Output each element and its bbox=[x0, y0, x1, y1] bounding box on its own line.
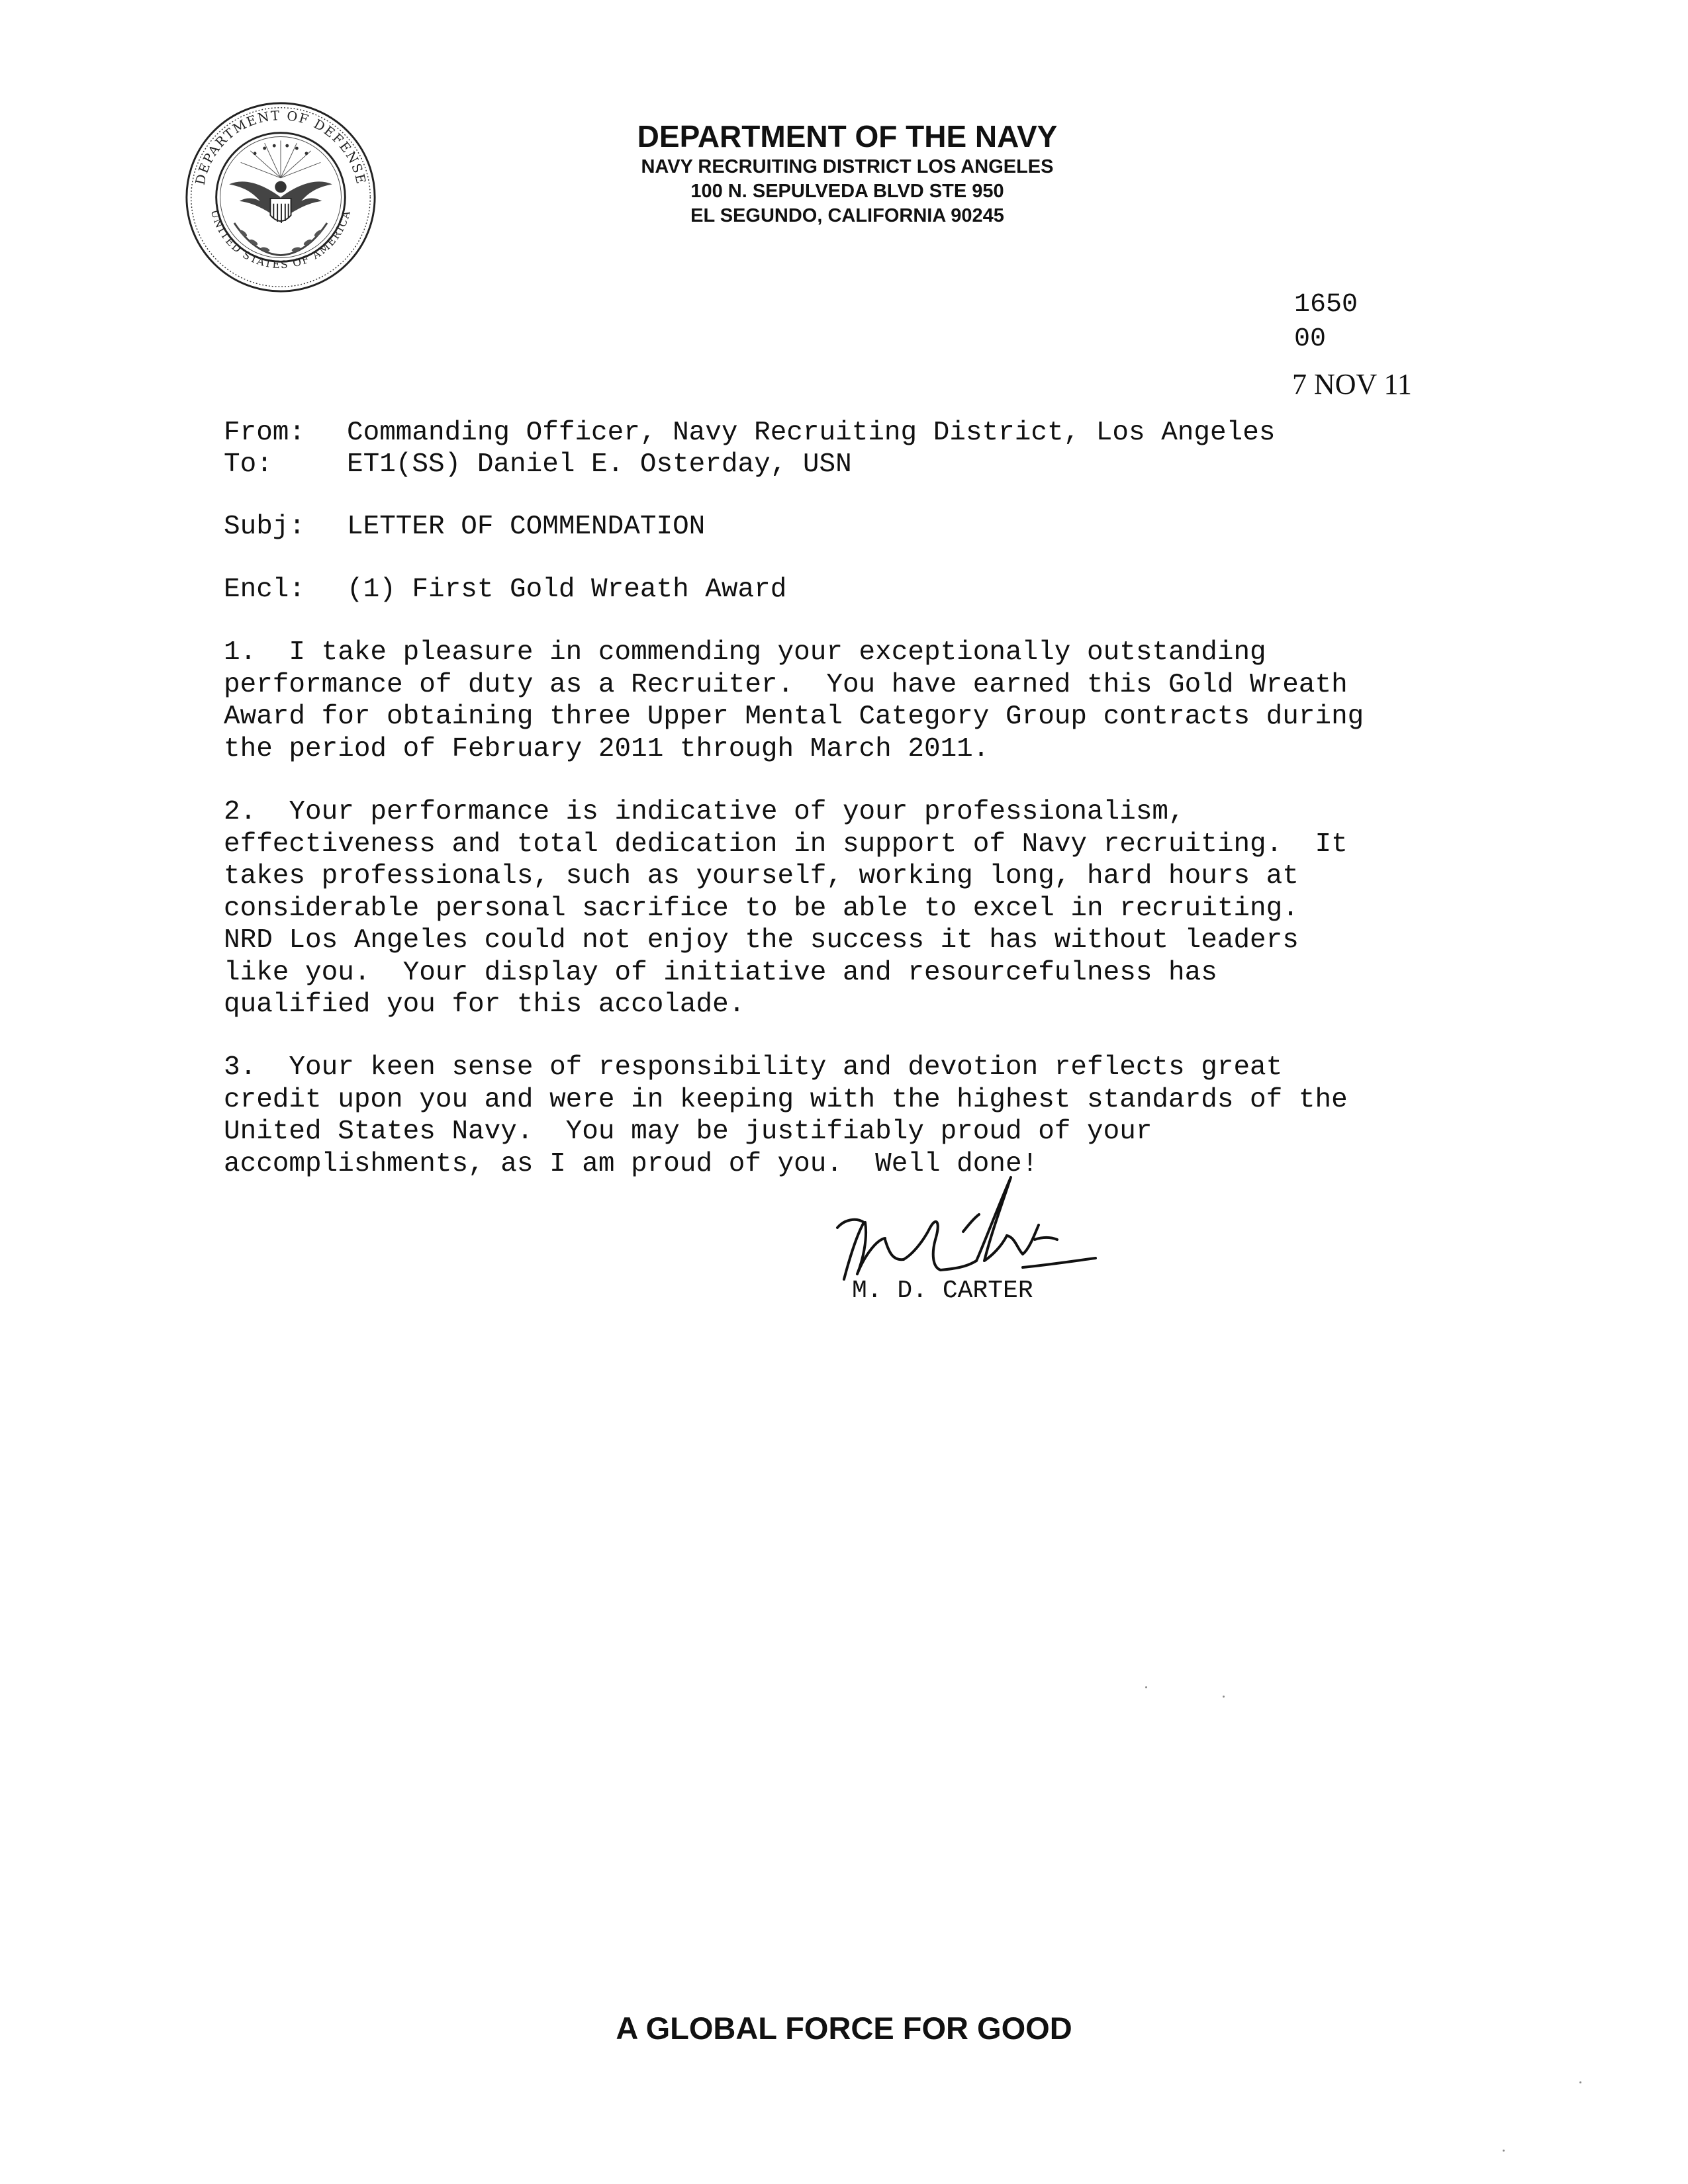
paragraph-line: 1. I take pleasure in commending your exceptionally outstanding bbox=[224, 637, 1266, 668]
letterhead-line: 100 N. SEPULVEDA BLVD STE 950 bbox=[690, 181, 1004, 202]
paragraph-line: credit upon you and were in keeping with the highest standards of the bbox=[224, 1084, 1348, 1115]
letterhead-title: DEPARTMENT OF THE NAVY bbox=[637, 119, 1058, 154]
letter-date: 7 NOV 11 bbox=[1292, 368, 1412, 400]
svg-text:UNITED STATES OF AMERICA: UNITED STATES OF AMERICA bbox=[208, 208, 353, 271]
scan-speck bbox=[1503, 2150, 1505, 2152]
paragraph-line: effectiveness and total dedication in support of Navy recruiting. It bbox=[224, 829, 1348, 860]
paragraph-line: like you. Your display of initiative and resourcefulness has bbox=[224, 957, 1217, 988]
enclosure-value: (1) First Gold Wreath Award bbox=[347, 574, 787, 605]
to-value: ET1(SS) Daniel E. Osterday, USN bbox=[347, 449, 852, 480]
paragraph-3 bbox=[224, 1052, 1481, 1180]
signature-name: M. D. CARTER bbox=[852, 1277, 1033, 1305]
subject-label: Subj: bbox=[224, 512, 306, 542]
handwritten-signature bbox=[824, 1161, 1102, 1294]
paragraph-line: Award for obtaining three Upper Mental Category Group contracts during bbox=[224, 702, 1364, 732]
footer-motto: A GLOBAL FORCE FOR GOOD bbox=[616, 2011, 1072, 2046]
paragraph-line: 3. Your keen sense of responsibility and devotion reflects great bbox=[224, 1052, 1283, 1083]
paragraph-line: NRD Los Angeles could not enjoy the success it has without leaders bbox=[224, 925, 1299, 956]
paragraph-line: qualified you for this accolade. bbox=[224, 989, 745, 1020]
dod-seal-icon bbox=[184, 101, 377, 294]
reference-block bbox=[1294, 288, 1358, 357]
paragraph-line: takes professionals, such as yourself, working long, hard hours at bbox=[224, 861, 1299, 891]
enclosure-label: Encl: bbox=[224, 574, 306, 605]
office-code: 00 bbox=[1294, 324, 1327, 354]
from-label: From: bbox=[224, 418, 306, 448]
letterhead bbox=[516, 118, 1178, 228]
scan-speck bbox=[1145, 1686, 1147, 1688]
paragraph-line: considerable personal sacrifice to be able to excel in recruiting. bbox=[224, 893, 1299, 924]
letterhead-line: EL SEGUNDO, CALIFORNIA 90245 bbox=[690, 205, 1004, 226]
paragraph-1 bbox=[224, 637, 1481, 765]
paragraph-line: accomplishments, as I am proud of you. Well done! bbox=[224, 1148, 1039, 1179]
paragraph-line: performance of duty as a Recruiter. You have earned this Gold Wreath bbox=[224, 669, 1348, 700]
paragraph-line: the period of February 2011 through March 2011. bbox=[224, 733, 990, 764]
paragraph-line: 2. Your performance is indicative of your professionalism, bbox=[224, 797, 1185, 827]
letterhead-line: NAVY RECRUITING DISTRICT LOS ANGELES bbox=[641, 156, 1054, 177]
paragraph-line: United States Navy. You may be justifiably proud of your bbox=[224, 1116, 1152, 1147]
scan-speck bbox=[1223, 1696, 1225, 1698]
scan-speck bbox=[1579, 2081, 1581, 2083]
subject-value: LETTER OF COMMENDATION bbox=[347, 512, 706, 542]
ssic-code: 1650 bbox=[1294, 290, 1358, 320]
to-label: To: bbox=[224, 449, 273, 480]
svg-text:DEPARTMENT OF DEFENSE: DEPARTMENT OF DEFENSE bbox=[192, 107, 369, 187]
paragraph-2 bbox=[224, 796, 1481, 1021]
from-value: Commanding Officer, Navy Recruiting District, Los Angeles bbox=[347, 418, 1276, 448]
